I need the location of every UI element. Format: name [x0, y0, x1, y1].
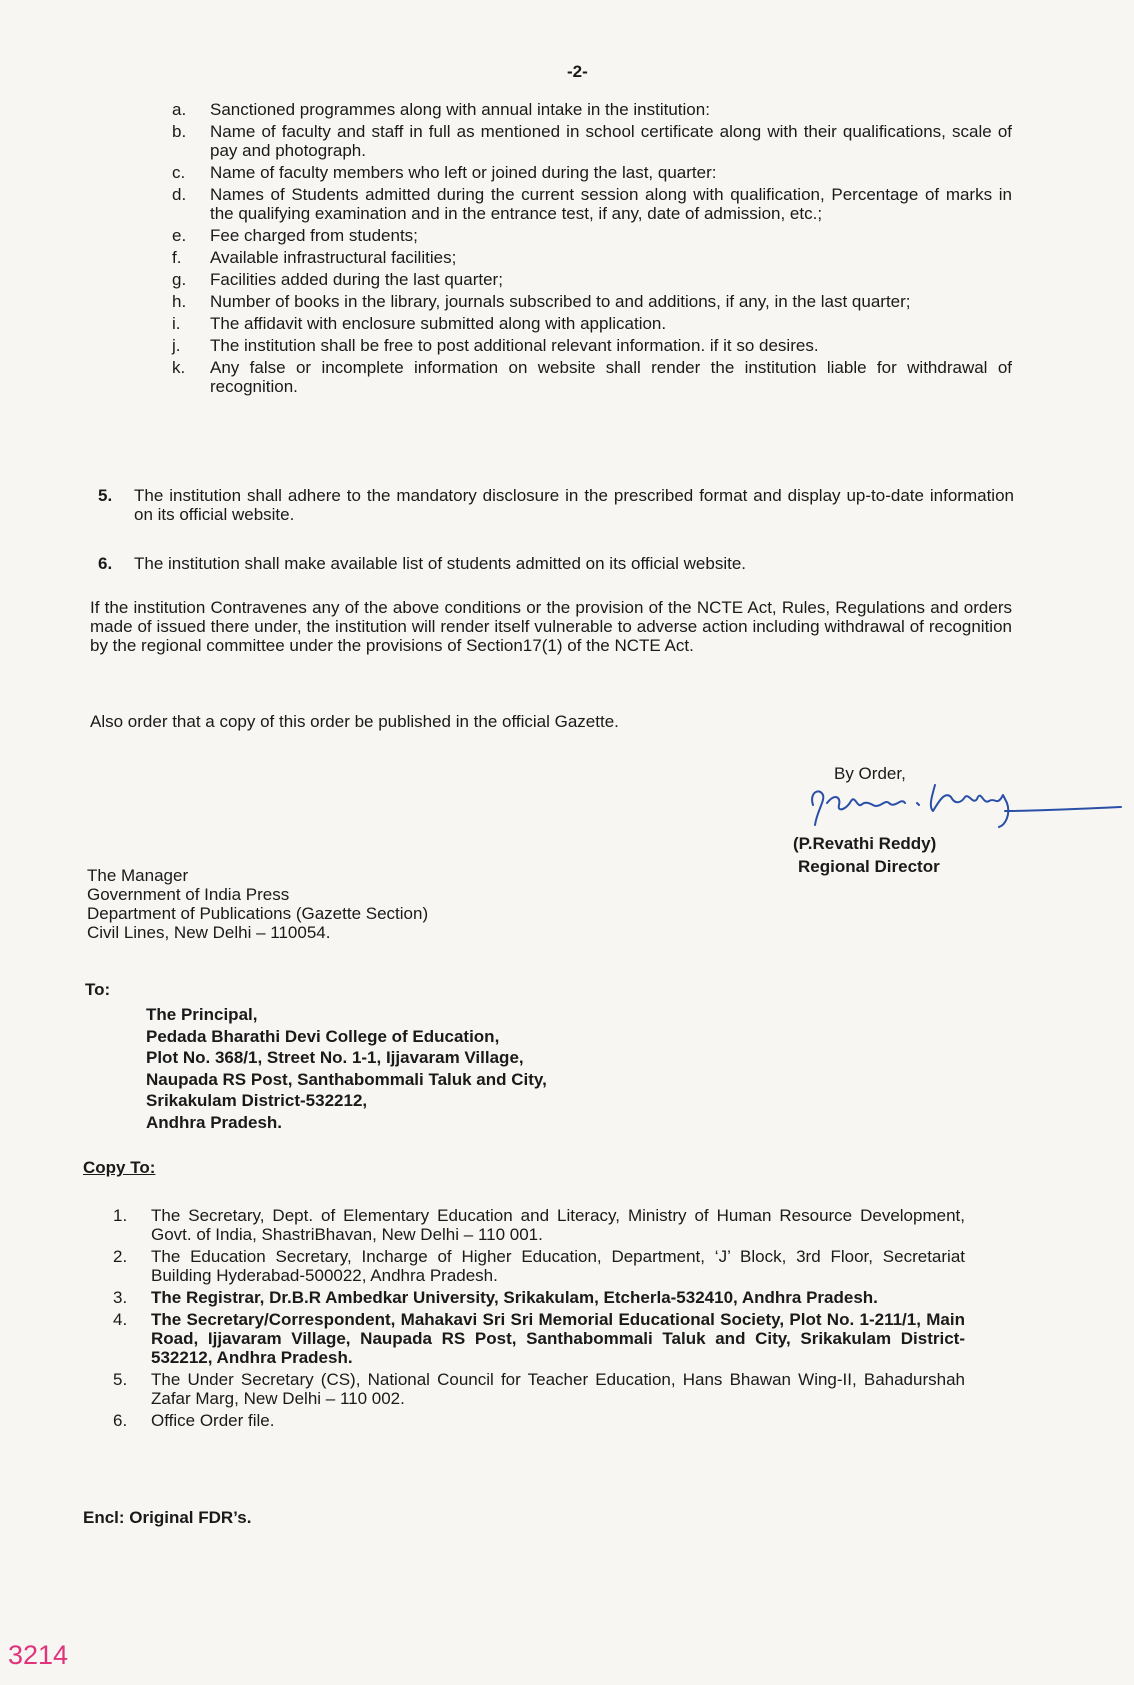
address-line: Srikakulam District-532212, — [146, 1091, 368, 1110]
address-line: Civil Lines, New Delhi – 110054. — [87, 923, 331, 942]
recipient-address — [146, 1004, 547, 1133]
item-label: 3. — [113, 1288, 128, 1307]
page-stamp-number: 3214 — [8, 1640, 69, 1670]
list-item — [113, 1288, 965, 1307]
list-item — [113, 1206, 965, 1244]
item-label: 4. — [113, 1310, 128, 1329]
clause-number: 6. — [98, 554, 113, 573]
list-item — [172, 226, 1012, 245]
item-label: c. — [172, 163, 186, 182]
item-text: Office Order file. — [151, 1411, 275, 1430]
signatory-name: (P.Revathi Reddy) — [793, 834, 937, 853]
list-item — [172, 185, 1012, 223]
item-label: g. — [172, 270, 187, 289]
address-line: Department of Publications (Gazette Section) — [87, 904, 429, 923]
item-text: Name of faculty members who left or joined during the last, quarter: — [210, 163, 717, 182]
address-line: The Principal, — [146, 1005, 258, 1024]
page-number: -2- — [567, 62, 588, 81]
list-item — [113, 1411, 965, 1430]
list-item — [172, 314, 1012, 333]
item-label: 1. — [113, 1206, 128, 1225]
clause-6 — [98, 554, 1014, 573]
item-label: k. — [172, 358, 186, 377]
clause-text: The institution shall make available list of students admitted on its official website. — [134, 554, 746, 573]
item-text: The institution shall be free to post additional relevant information. if it so desires. — [210, 336, 819, 355]
address-line: Andhra Pradesh. — [146, 1112, 283, 1132]
item-text: The Education Secretary, Incharge of Higher Education, Department, ‘J’ Block, 3rd Floor, Secretariat Building Hyderabad-500022, Andhra Pradesh. — [151, 1247, 965, 1285]
item-text: Fee charged from students; — [210, 226, 418, 245]
list-item — [172, 292, 1012, 311]
item-label: j. — [172, 336, 181, 355]
item-text: Sanctioned programmes along with annual intake in the institution: — [210, 100, 710, 119]
address-line: Plot No. 368/1, Street No. 1-1, Ijjavaram Village, — [146, 1048, 524, 1067]
item-label: a. — [172, 100, 187, 119]
item-label: 6. — [113, 1411, 128, 1430]
item-label: i. — [172, 314, 181, 333]
list-item — [113, 1247, 965, 1285]
signature-image — [805, 775, 1125, 835]
list-item — [172, 270, 1012, 289]
item-text: Facilities added during the last quarter; — [210, 270, 503, 289]
item-label: d. — [172, 185, 187, 204]
disclosure-items-list — [172, 100, 1012, 399]
item-text: Any false or incomplete information on website shall render the institution liable for withdrawal of recognition. — [210, 358, 1012, 396]
item-label: h. — [172, 292, 187, 311]
clause-5 — [98, 486, 1014, 524]
item-text: Number of books in the library, journals subscribed to and additions, if any, in the last quarter; — [210, 292, 911, 311]
address-line: Naupada RS Post, Santhabommali Taluk and City, — [146, 1069, 547, 1089]
item-text: Name of faculty and staff in full as mentioned in school certificate along with their qualifications, scale of pay and photograph. — [210, 122, 1012, 160]
copy-to-list — [113, 1206, 965, 1433]
item-text: The affidavit with enclosure submitted along with application. — [210, 314, 667, 333]
address-line: Government of India Press — [87, 885, 290, 904]
manager-address — [87, 866, 428, 942]
enclosure-note: Encl: Original FDR’s. — [83, 1508, 252, 1527]
by-order-text: By Order, — [834, 764, 906, 783]
item-text: Names of Students admitted during the current session along with qualification, Percentage of marks in the qualifying examination and in the entrance test, if any, date of admission, etc.; — [210, 185, 1012, 223]
item-text: The Registrar, Dr.B.R Ambedkar University, Srikakulam, Etcherla-532410, Andhra Pradesh. — [151, 1288, 878, 1307]
item-label: b. — [172, 122, 187, 141]
clause-text: The institution shall adhere to the mandatory disclosure in the prescribed format and display up-to-date information on its official website. — [134, 486, 1014, 524]
list-item — [172, 100, 1012, 119]
contravention-paragraph: If the institution Contravenes any of the above conditions or the provision of the NCTE Act, Rules, Regulations and orders made of issued there under, the institution will render itself vulnerable to adverse action including withdrawal of recognition by the regional committee under the provisions of Section17(1) of the NCTE Act. — [90, 598, 1012, 655]
item-text: The Under Secretary (CS), National Council for Teacher Education, Hans Bhawan Wing-II, Bahadurshah Zafar Marg, New Delhi – 110 002. — [151, 1370, 965, 1408]
to-label: To: — [85, 980, 111, 999]
copy-to-heading: Copy To: — [83, 1158, 156, 1177]
item-label: 2. — [113, 1247, 128, 1266]
list-item — [172, 122, 1012, 160]
address-line: Pedada Bharathi Devi College of Education, — [146, 1026, 500, 1046]
item-text: Available infrastructural facilities; — [210, 248, 457, 267]
list-item — [172, 248, 1012, 267]
item-label: f. — [172, 248, 182, 267]
item-text: The Secretary, Dept. of Elementary Education and Literacy, Ministry of Human Resource Development, Govt. of India, ShastriBhavan, New Delhi – 110 001. — [151, 1206, 965, 1244]
item-text: The Secretary/Correspondent, Mahakavi Sri Sri Memorial Educational Society, Plot No. 1-211/1, Main Road, Ijjavaram Village, Naupada RS Post, Santhabommali Taluk and City, Srikakulam District-532212, Andhra Pradesh. — [151, 1310, 965, 1367]
address-line: The Manager — [87, 866, 189, 885]
list-item — [113, 1310, 965, 1367]
item-label: e. — [172, 226, 187, 245]
clause-number: 5. — [98, 486, 113, 505]
signatory-title: Regional Director — [798, 857, 940, 876]
list-item — [113, 1370, 965, 1408]
gazette-paragraph: Also order that a copy of this order be published in the official Gazette. — [90, 712, 619, 731]
item-label: 5. — [113, 1370, 128, 1389]
list-item — [172, 163, 1012, 182]
list-item — [172, 358, 1012, 396]
list-item — [172, 336, 1012, 355]
